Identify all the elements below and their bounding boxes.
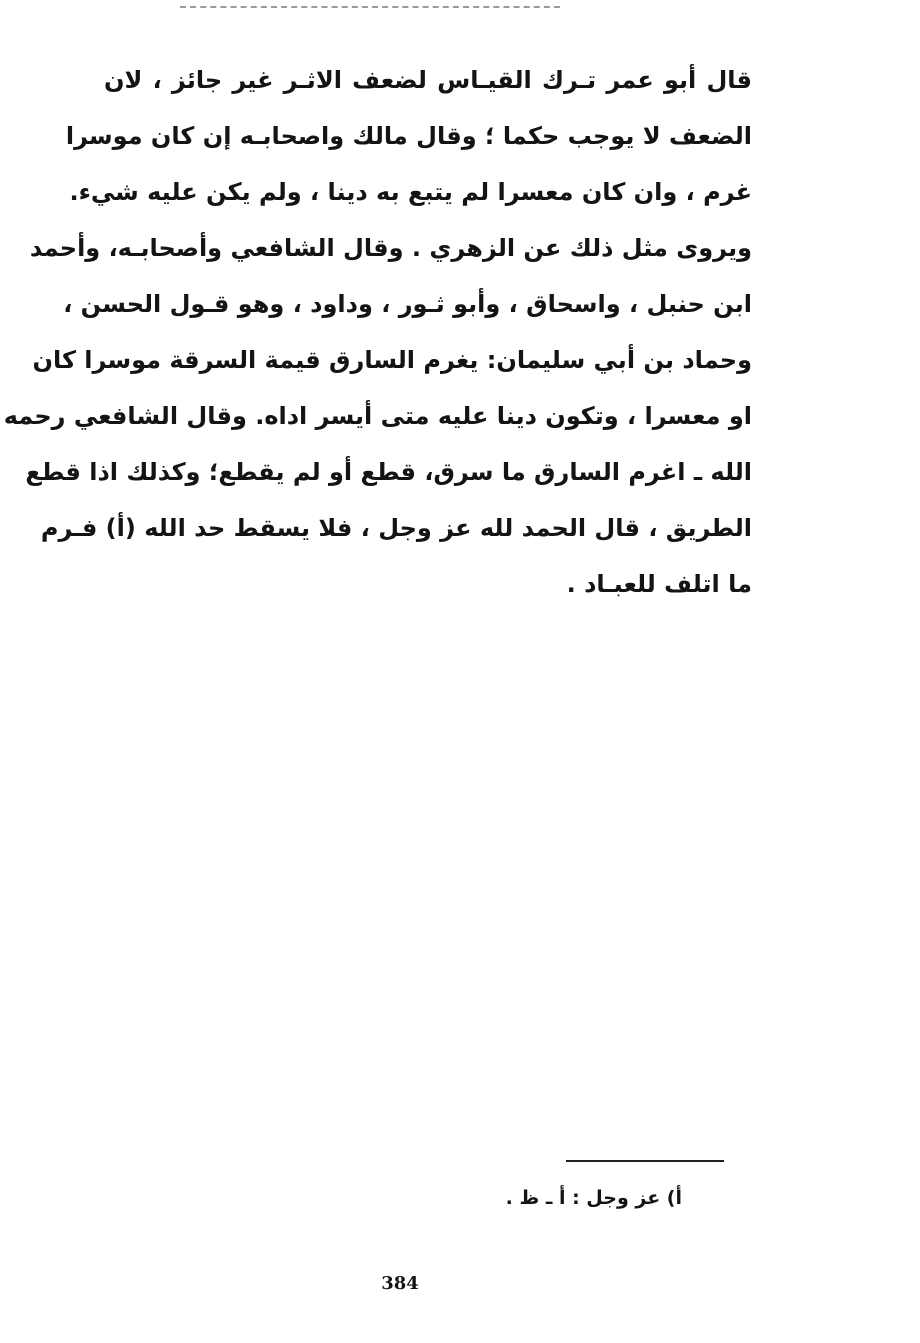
main-text [3, 52, 752, 612]
text-line: ويروى مثل ذلك عن الزهري . وقال الشافعي وأصحابـه، وأحمد [29, 234, 752, 262]
header-rule [180, 6, 560, 8]
text-line: ابن حنبل ، واسحاق ، وأبو ثـور ، وداود ، وهو قـول الحسن ، [63, 290, 752, 318]
footnote-rule [566, 1160, 724, 1162]
page-number: 384 [381, 1273, 419, 1294]
text-line: الضعف لا يوجب حكما ؛ وقال مالك واصحابـه إن كان موسرا [65, 122, 752, 150]
text-line: غرم ، وان كان معسرا لم يتبع به دينا ، ولم يكن عليه شيء. [69, 178, 752, 206]
text-line: الله ـ اغرم السارق ما سرق، قطع أو لم يقطع؛ وكذلك اذا قطع [25, 458, 752, 486]
text-line: الطريق ، قال الحمد لله عز وجل ، فلا يسقط حد الله (أ) فـرم [40, 514, 752, 542]
footnote: أ) عز وجل : أ ـ ظ . [505, 1187, 682, 1209]
text-line: قال أبو عمر تـرك القيـاس لضعف الاثـر غير جائز ، لان [104, 66, 752, 94]
text-line: او معسرا ، وتكون دينا عليه متى أيسر اداه. وقال الشافعي رحمه [3, 402, 752, 430]
text-line-last: ما اتلف للعبـاد . [566, 570, 752, 598]
text-line: وحماد بن أبي سليمان: يغرم السارق قيمة السرقة موسرا كان [32, 346, 752, 374]
